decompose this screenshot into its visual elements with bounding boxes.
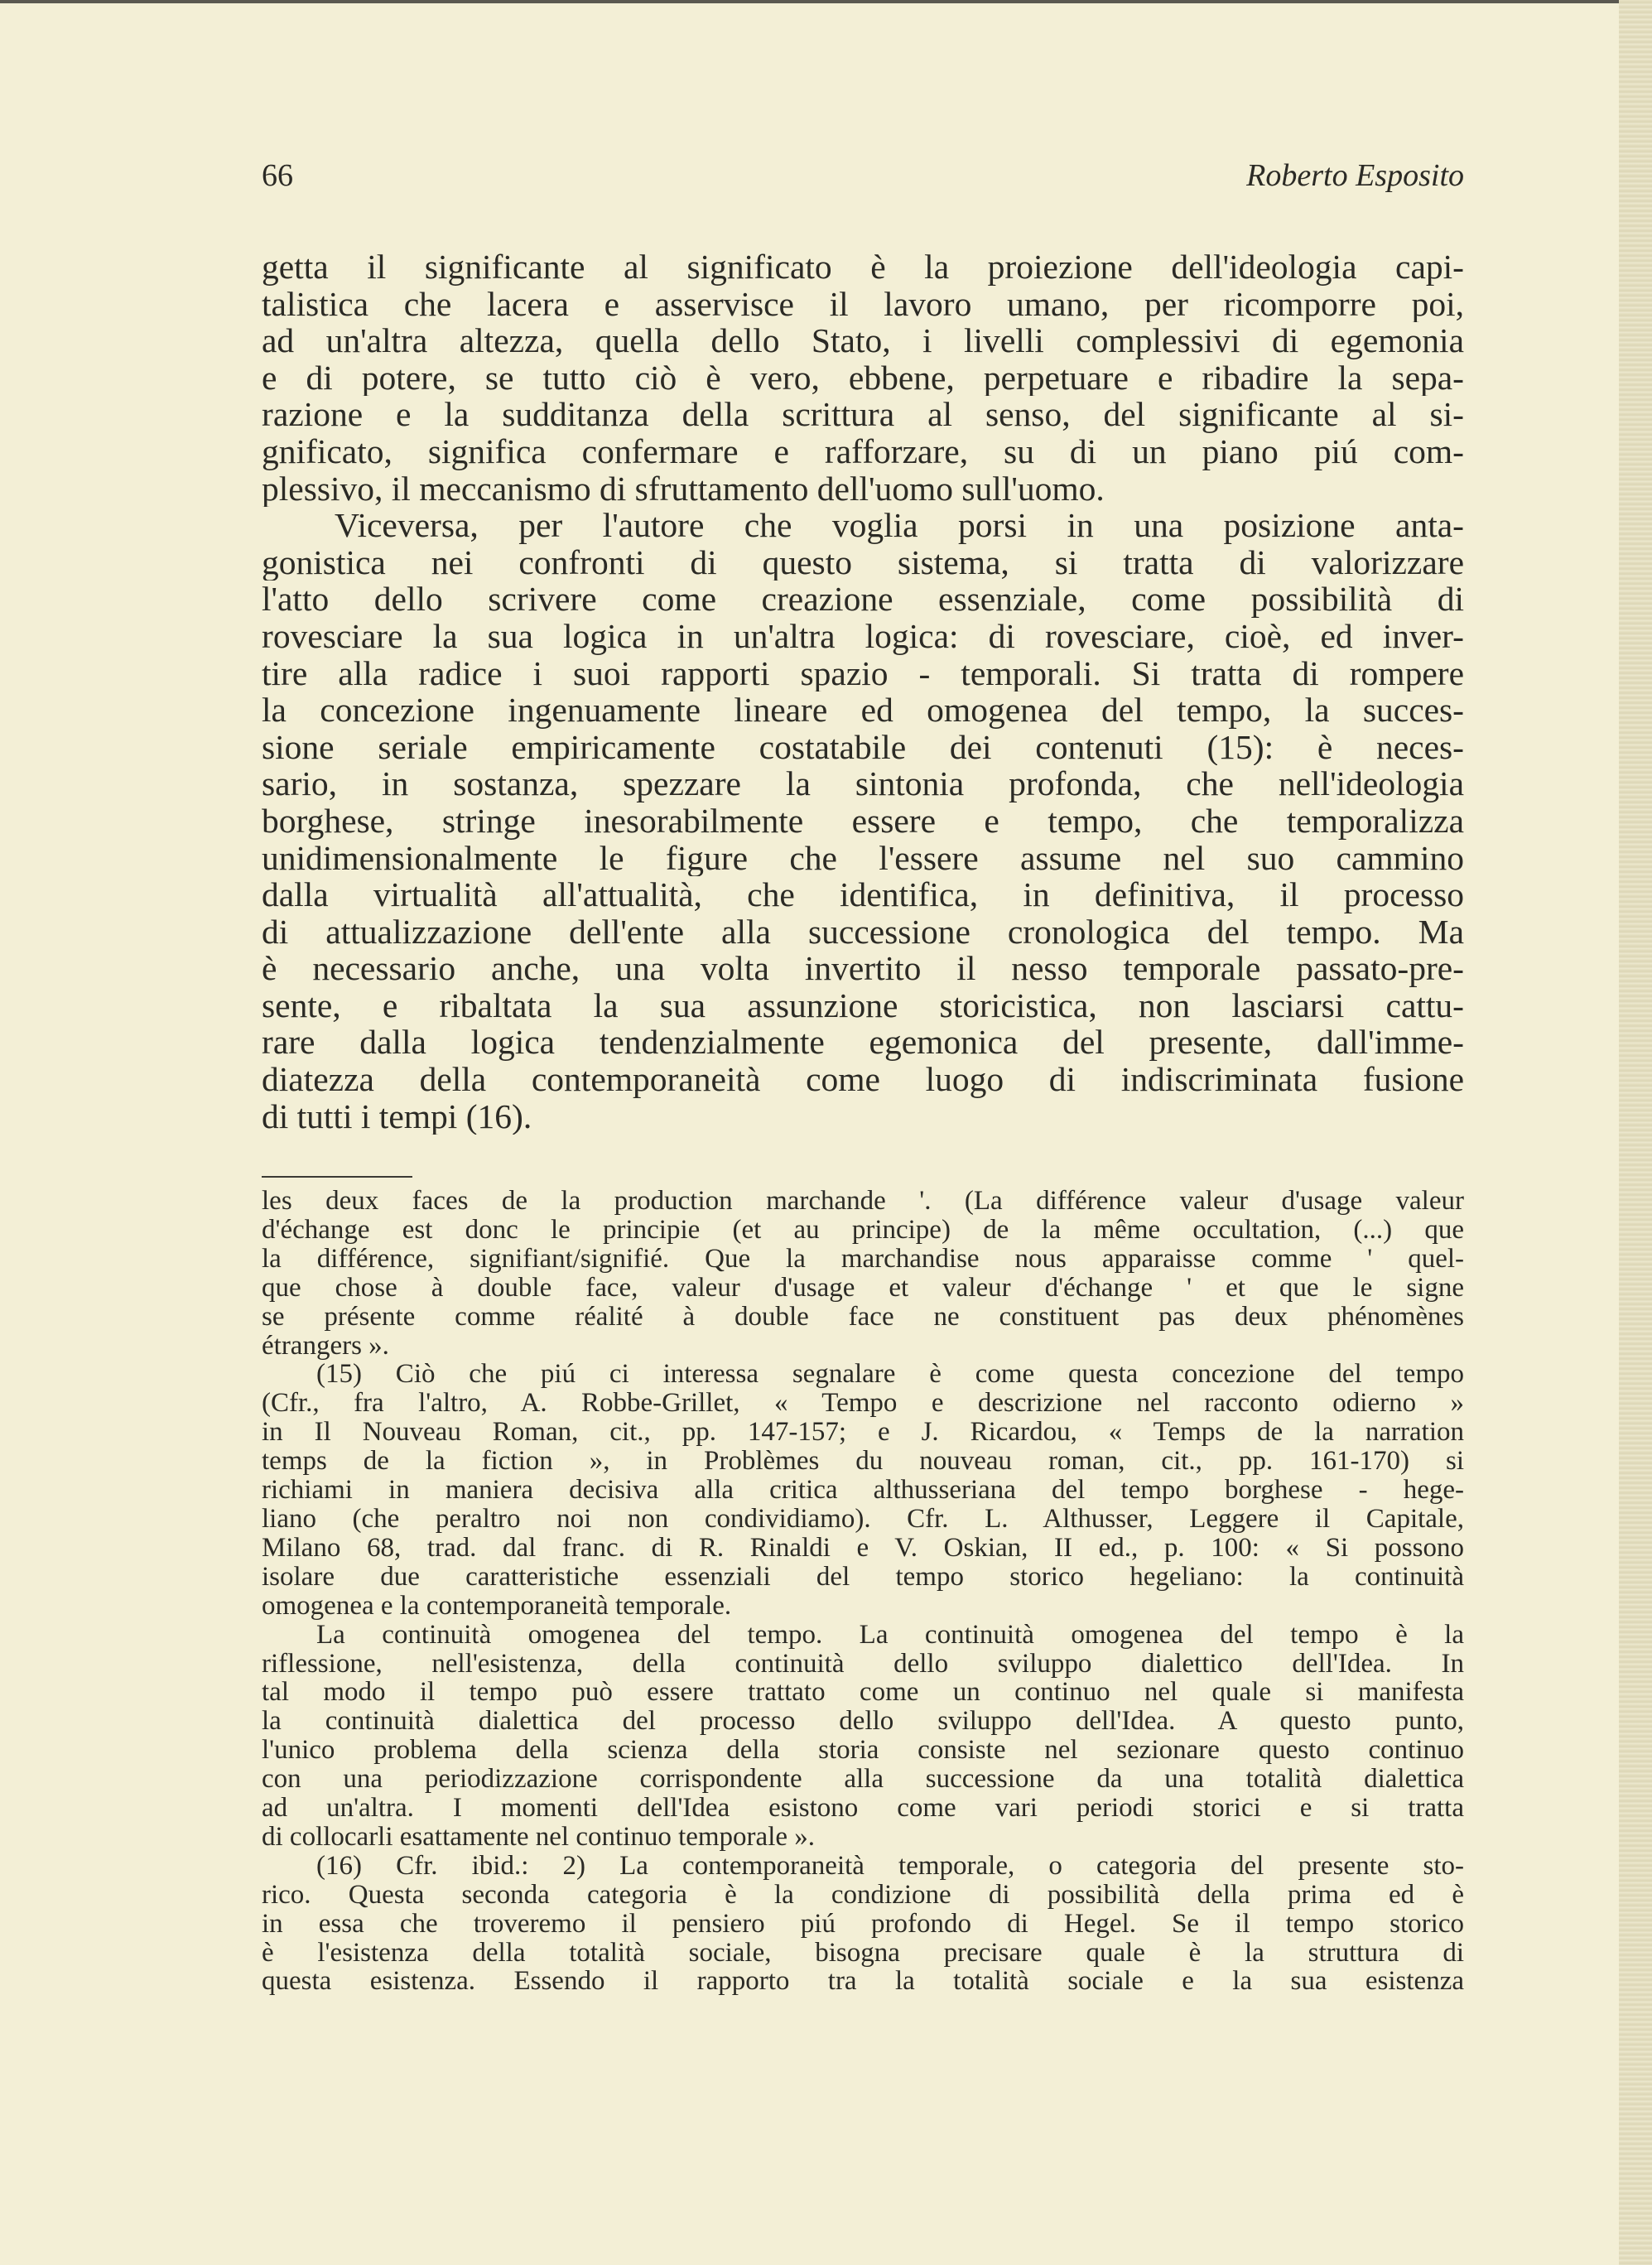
scan-top-edge: [0, 0, 1652, 3]
footnote-16-line: è l'esistenza della totalità sociale, bisogna precisare quale è la struttura di: [262, 1938, 1464, 1968]
footnote-15-line: di collocarli esattamente nel continuo temporale ».: [262, 1822, 816, 1852]
footnote-15-line: omogenea e la contemporaneità temporale.: [262, 1591, 732, 1621]
body-line: rare dalla logica tendenzialmente egemonica del presente, dall'imme-: [262, 1024, 1464, 1062]
footnote-15-line: tal modo il tempo può essere trattato come un continuo nel quale si manifesta: [262, 1678, 1464, 1708]
body-line: ad un'altra altezza, quella dello Stato, i livelli complessivi di egemonia: [262, 322, 1464, 359]
footnote-separator: [262, 1176, 412, 1178]
footnote-15-line: La continuità omogenea del tempo. La continuità omogenea del tempo è la: [316, 1620, 1464, 1650]
body-line: rovesciare la sua logica in un'altra logica: di rovesciare, cioè, ed inver-: [262, 617, 1464, 655]
body-line: l'atto dello scrivere come creazione essenziale, come possibilità di: [262, 581, 1464, 618]
body-line: di tutti i tempi (16).: [262, 1097, 532, 1135]
footnote-15-line: richiami in maniera decisiva alla critica althusseriana del tempo borghese - hege-: [262, 1476, 1464, 1505]
footnote-15-line: temps de la fiction », in Problèmes du nouveau roman, cit., pp. 161-170) si: [262, 1447, 1464, 1477]
footnote-line: les deux faces de la production marchande '. (La différence valeur d'usage valeur: [262, 1187, 1464, 1216]
footnote-15-line: la continuità dialettica del processo dello sviluppo dell'Idea. A questo punto,: [262, 1707, 1464, 1737]
body-line: sario, in sostanza, spezzare la sintonia profonda, che nell'ideologia: [262, 765, 1464, 802]
footnote-line: que chose à double face, valeur d'usage et valeur d'échange ' et que le signe: [262, 1273, 1464, 1303]
body-line: sente, e ribaltata la sua assunzione storicistica, non lasciarsi cattu-: [262, 986, 1464, 1024]
footnote-16-line: in essa che troveremo il pensiero piú profondo di Hegel. Se il tempo storico: [262, 1909, 1464, 1939]
body-line: dalla virtualità all'attualità, che identifica, in definitiva, il processo: [262, 876, 1464, 913]
footnote-line: se présente comme réalité à double face ne constituent pas deux phénomènes: [262, 1302, 1464, 1332]
body-text: [262, 248, 1464, 1135]
body-line: gnificato, significa confermare e rafforzare, su di un piano piú com-: [262, 432, 1464, 470]
body-line: e di potere, se tutto ciò è vero, ebbene, perpetuare e ribadire la sepa-: [262, 359, 1464, 397]
footnote-15-line: Milano 68, trad. dal franc. di R. Rinaldi e V. Oskian, II ed., p. 100: « Si possono: [262, 1533, 1464, 1563]
footnotes: [262, 1187, 1464, 1996]
scan-right-edge: [1619, 0, 1652, 2265]
footnote-15-line: in Il Nouveau Roman, cit., pp. 147-157; e J. Ricardou, « Temps de la narration: [262, 1418, 1464, 1448]
body-line: è necessario anche, una volta invertito il nesso temporale passato-pre-: [262, 950, 1464, 987]
body-line: diatezza della contemporaneità come luogo di indiscriminata fusione: [262, 1061, 1464, 1098]
body-line: sione seriale empiricamente costatabile dei contenuti (15): è neces-: [262, 728, 1464, 766]
footnote-15-line: riflessione, nell'esistenza, della continuità dello sviluppo dialettico dell'Idea. In: [262, 1649, 1464, 1679]
footnote-line: la différence, signifiant/signifié. Que la marchandise nous apparaisse comme ' quel-: [262, 1244, 1464, 1274]
body-line: la concezione ingenuamente lineare ed omogenea del tempo, la succes-: [262, 692, 1464, 729]
body-line: Viceversa, per l'autore che voglia porsi in una posizione anta-: [335, 507, 1464, 544]
body-line: gonistica nei confronti di questo sistema, si tratta di valorizzare: [262, 543, 1464, 581]
footnote-15-line: (Cfr., fra l'altro, A. Robbe-Grillet, « Tempo e descrizione nel racconto odierno »: [262, 1389, 1464, 1419]
running-head-author: Roberto Esposito: [1246, 158, 1464, 193]
footnote-15-line: l'unico problema della scienza della storia consiste nel sezionare questo continuo: [262, 1736, 1464, 1766]
footnote-15-line: con una periodizzazione corrispondente alla successione da una totalità dialettica: [262, 1765, 1464, 1795]
page-number: 66: [262, 158, 293, 193]
footnote-15-line: liano (che peraltro noi non condividiamo). Cfr. L. Althusser, Leggere il Capitale,: [262, 1504, 1464, 1534]
footnote-15-line: isolare due caratteristiche essenziali del tempo storico hegeliano: la continuità: [262, 1562, 1464, 1592]
body-line: talistica che lacera e asservisce il lavoro umano, per ricomporre poi,: [262, 285, 1464, 323]
body-line: tire alla radice i suoi rapporti spazio - temporali. Si tratta di rompere: [262, 654, 1464, 692]
body-line: di attualizzazione dell'ente alla successione cronologica del tempo. Ma: [262, 913, 1464, 951]
body-line: unidimensionalmente le figure che l'essere assume nel suo cammino: [262, 839, 1464, 877]
body-line: plessivo, il meccanismo di sfruttamento dell'uomo sull'uomo.: [262, 470, 1105, 508]
body-line: borghese, stringe inesorabilmente essere e tempo, che temporalizza: [262, 802, 1464, 840]
footnote-16-line: questa esistenza. Essendo il rapporto tra la totalità sociale e la sua esistenza: [262, 1967, 1464, 1997]
footnote-15-line: (15) Ciò che piú ci interessa segnalare è come questa concezione del tempo: [316, 1360, 1464, 1390]
footnote-16-line: (16) Cfr. ibid.: 2) La contemporaneità temporale, o categoria del presente sto-: [316, 1851, 1464, 1881]
footnote-line: étrangers ».: [262, 1331, 389, 1361]
page-header: [262, 157, 1464, 199]
body-line: getta il significante al significato è la proiezione dell'ideologia capi-: [262, 248, 1464, 286]
footnote-line: d'échange est donc le principie (et au principe) de la même occultation, (...) que: [262, 1215, 1464, 1245]
footnote-15-line: ad un'altra. I momenti dell'Idea esistono come vari periodi storici e si tratta: [262, 1794, 1464, 1823]
body-line: razione e la sudditanza della scrittura al senso, del significante al si-: [262, 396, 1464, 433]
footnote-16-line: rico. Questa seconda categoria è la condizione di possibilità della prima ed è: [262, 1880, 1464, 1910]
